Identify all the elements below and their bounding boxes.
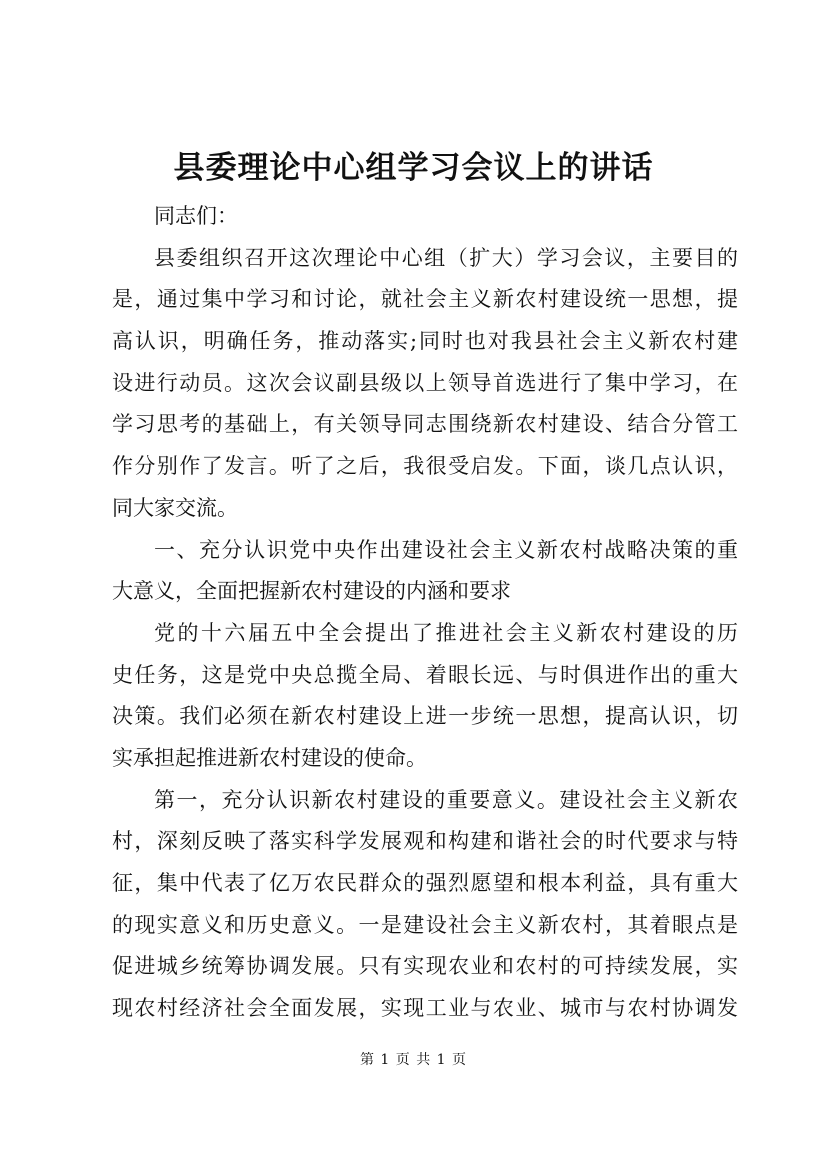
body-text-line: 村，深刻反映了落实科学发展观和构建和谐社会的时代要求与特 xyxy=(112,829,738,854)
body-text-line: 现农村经济社会全面发展，实现工业与农业、城市与农村协调发 xyxy=(112,996,738,1021)
body-text-line: 一、充分认识党中央作出建设社会主义新农村战略决策的重 xyxy=(154,537,738,562)
body-text-line: 设进行动员。这次会议副县级以上领导首选进行了集中学习，在 xyxy=(112,370,738,395)
body-text-line: 的现实意义和历史意义。一是建设社会主义新农村，其着眼点是 xyxy=(112,912,738,937)
document-body xyxy=(112,196,738,1030)
body-text-line: 同大家交流。 xyxy=(112,495,238,520)
page-footer: 第 1 页 共 1 页 xyxy=(359,1052,468,1068)
body-text-line: 高认识，明确任务，推动落实;同时也对我县社会主义新农村建 xyxy=(112,329,738,354)
body-text-line: 决策。我们必须在新农村建设上进一步统一思想，提高认识，切 xyxy=(112,704,738,729)
body-text-line: 史任务，这是党中央总揽全局、着眼长远、与时俱进作出的重大 xyxy=(112,662,738,687)
body-text-line: 作分别作了发言。听了之后，我很受启发。下面，谈几点认识， xyxy=(112,454,738,479)
body-text-line: 促进城乡统筹协调发展。只有实现农业和农村的可持续发展，实 xyxy=(112,954,738,979)
body-text-line: 第一，充分认识新农村建设的重要意义。建设社会主义新农 xyxy=(154,787,738,812)
document-title: 县委理论中心组学习会议上的讲话 xyxy=(173,150,654,186)
body-text-line: 学习思考的基础上，有关领导同志围绕新农村建设、结合分管工 xyxy=(112,412,738,437)
body-text-line: 实承担起推进新农村建设的使命。 xyxy=(112,745,427,770)
body-text-line: 是，通过集中学习和讨论，就社会主义新农村建设统一思想，提 xyxy=(112,287,738,312)
body-text-line: 同志们： xyxy=(154,204,238,228)
body-text-line: 县委组织召开这次理论中心组（扩大）学习会议，主要目的 xyxy=(154,245,738,270)
body-text-line: 党的十六届五中全会提出了推进社会主义新农村建设的历 xyxy=(154,620,738,645)
body-text-line: 征，集中代表了亿万农民群众的强烈愿望和根本利益，具有重大 xyxy=(112,871,738,895)
body-text-line: 大意义，全面把握新农村建设的内涵和要求 xyxy=(112,579,511,604)
